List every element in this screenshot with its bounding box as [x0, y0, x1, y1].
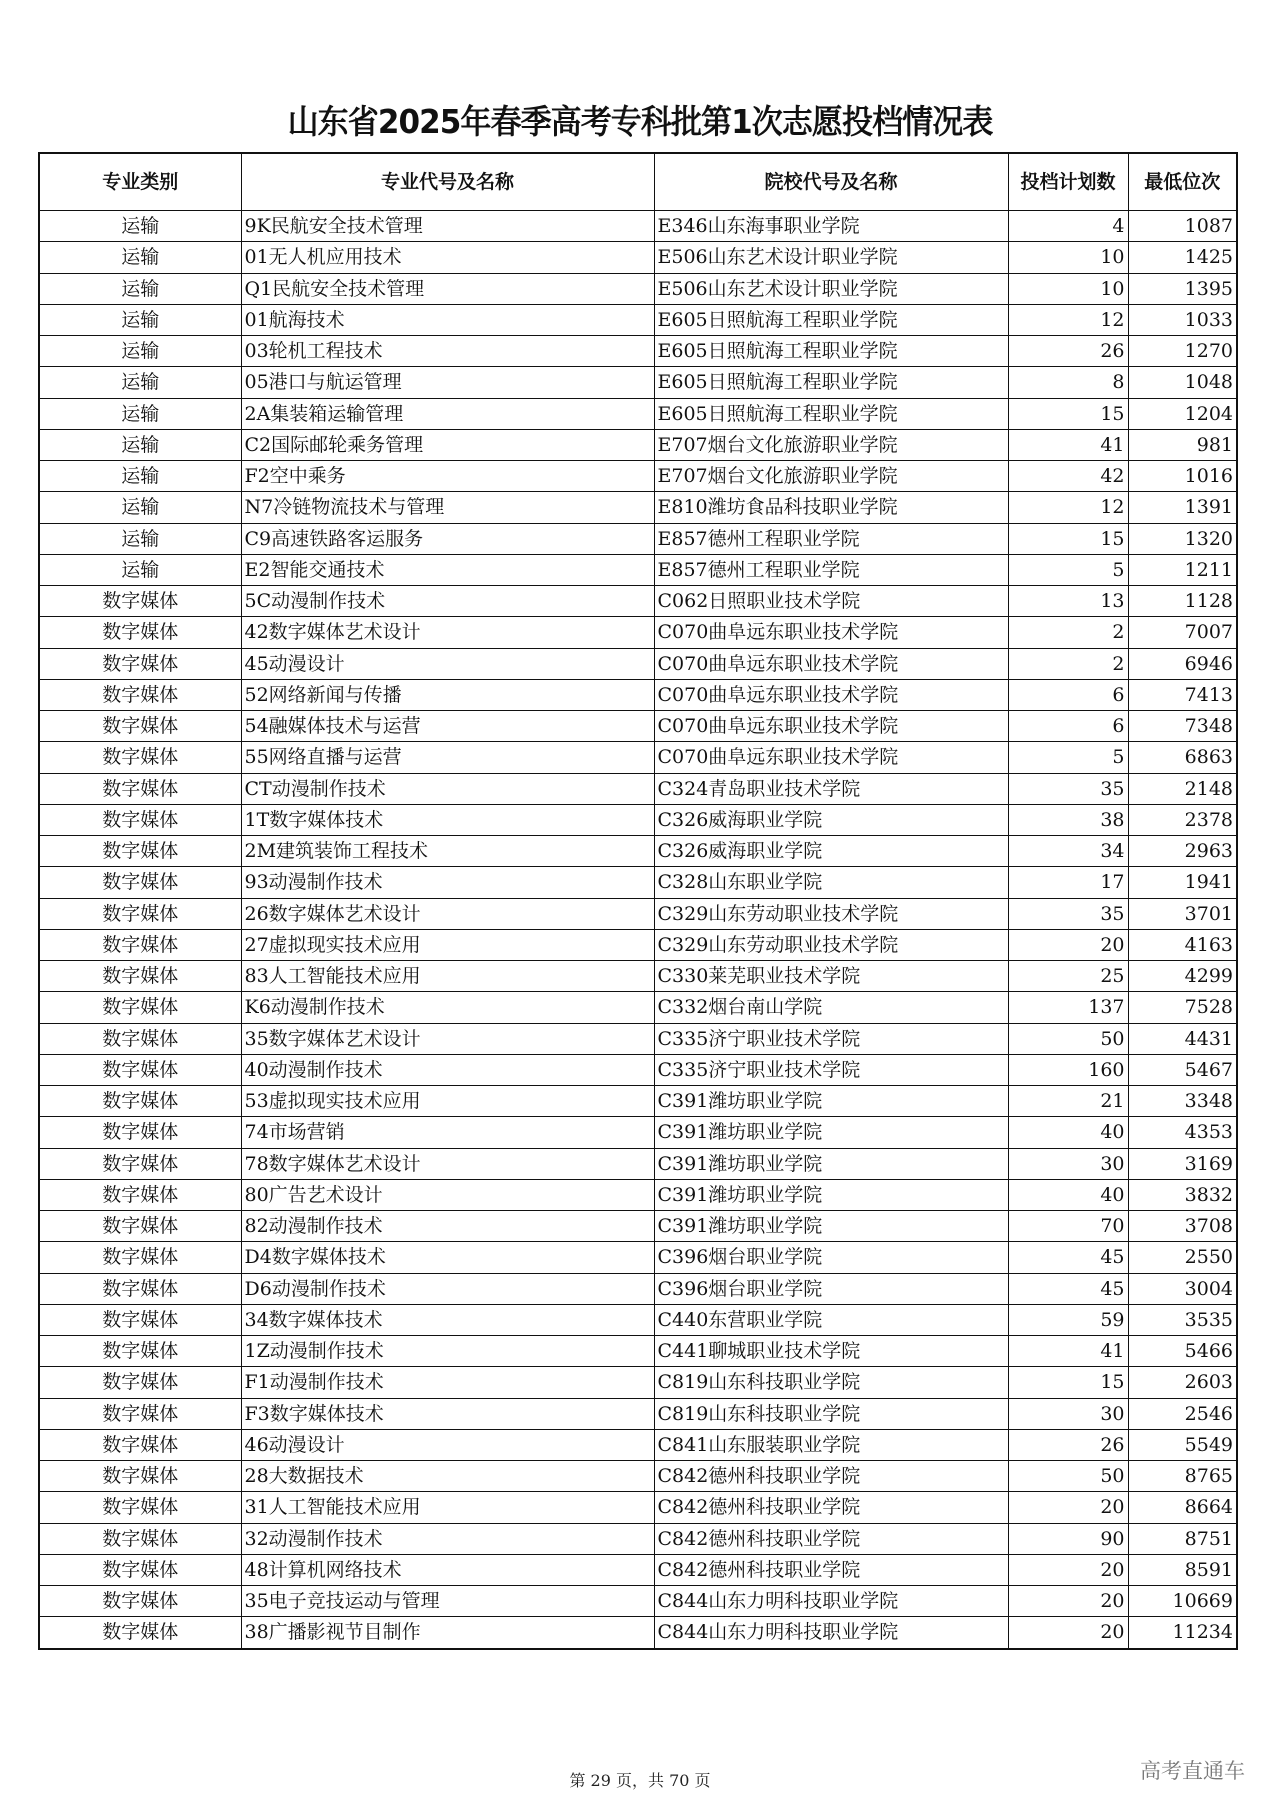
table-row: [39, 711, 1237, 742]
cell-major-category: 数字媒体: [39, 929, 241, 960]
cell-plan-count: 15: [1008, 398, 1128, 429]
cell-major-code-name: D6动漫制作技术: [241, 1273, 654, 1304]
cell-major-code-name: 35电子竞技运动与管理: [241, 1586, 654, 1617]
header-row: [39, 153, 1237, 211]
table-row: [39, 1117, 1237, 1148]
cell-plan-count: 34: [1008, 836, 1128, 867]
cell-school-code-name: C070曲阜远东职业技术学院: [654, 648, 1008, 679]
cell-major-code-name: 2M建筑装饰工程技术: [241, 836, 654, 867]
cell-major-category: 数字媒体: [39, 1117, 241, 1148]
table-row: [39, 1273, 1237, 1304]
cell-school-code-name: C070曲阜远东职业技术学院: [654, 742, 1008, 773]
table-row: [39, 242, 1237, 273]
cell-major-code-name: 27虚拟现实技术应用: [241, 929, 654, 960]
header-school-code-name: 院校代号及名称: [654, 153, 1008, 211]
cell-plan-count: 20: [1008, 1617, 1128, 1649]
cell-major-category: 运输: [39, 336, 241, 367]
table-row: [39, 1429, 1237, 1460]
cell-school-code-name: C844山东力明科技职业学院: [654, 1586, 1008, 1617]
cell-major-category: 运输: [39, 367, 241, 398]
table-row: [39, 992, 1237, 1023]
cell-major-category: 数字媒体: [39, 804, 241, 835]
cell-plan-count: 90: [1008, 1523, 1128, 1554]
cell-lowest-rank: 1391: [1128, 492, 1237, 523]
cell-major-category: 数字媒体: [39, 1523, 241, 1554]
cell-plan-count: 30: [1008, 1398, 1128, 1429]
table-row: [39, 929, 1237, 960]
cell-school-code-name: C391潍坊职业学院: [654, 1211, 1008, 1242]
table-row: [39, 1367, 1237, 1398]
table-row: [39, 523, 1237, 554]
cell-plan-count: 40: [1008, 1117, 1128, 1148]
cell-plan-count: 70: [1008, 1211, 1128, 1242]
table-body: [39, 211, 1237, 1649]
table-row: [39, 1617, 1237, 1649]
cell-lowest-rank: 7007: [1128, 617, 1237, 648]
cell-plan-count: 2: [1008, 617, 1128, 648]
cell-lowest-rank: 1016: [1128, 461, 1237, 492]
cell-major-code-name: 9K民航安全技术管理: [241, 211, 654, 242]
cell-plan-count: 45: [1008, 1273, 1128, 1304]
cell-school-code-name: E605日照航海工程职业学院: [654, 398, 1008, 429]
cell-major-code-name: D4数字媒体技术: [241, 1242, 654, 1273]
cell-lowest-rank: 1395: [1128, 273, 1237, 304]
cell-lowest-rank: 1048: [1128, 367, 1237, 398]
cell-major-code-name: 93动漫制作技术: [241, 867, 654, 898]
cell-school-code-name: C335济宁职业技术学院: [654, 1023, 1008, 1054]
page-number: 第 29 页，共 70 页: [569, 1771, 711, 1790]
cell-school-code-name: E506山东艺术设计职业学院: [654, 273, 1008, 304]
cell-major-code-name: 42数字媒体艺术设计: [241, 617, 654, 648]
cell-major-code-name: 1Z动漫制作技术: [241, 1336, 654, 1367]
cell-major-category: 数字媒体: [39, 1273, 241, 1304]
cell-lowest-rank: 3701: [1128, 898, 1237, 929]
cell-major-category: 数字媒体: [39, 1304, 241, 1335]
cell-lowest-rank: 1128: [1128, 586, 1237, 617]
table-row: [39, 742, 1237, 773]
cell-major-code-name: C9高速铁路客运服务: [241, 523, 654, 554]
cell-school-code-name: C441聊城职业技术学院: [654, 1336, 1008, 1367]
cell-school-code-name: E506山东艺术设计职业学院: [654, 242, 1008, 273]
cell-plan-count: 20: [1008, 929, 1128, 960]
cell-major-code-name: CT动漫制作技术: [241, 773, 654, 804]
table-row: [39, 648, 1237, 679]
cell-school-code-name: C070曲阜远东职业技术学院: [654, 679, 1008, 710]
cell-plan-count: 41: [1008, 429, 1128, 460]
cell-school-code-name: E346山东海事职业学院: [654, 211, 1008, 242]
cell-lowest-rank: 3535: [1128, 1304, 1237, 1335]
header-plan-count: 投档计划数: [1008, 153, 1128, 211]
table-row: [39, 554, 1237, 585]
cell-plan-count: 26: [1008, 336, 1128, 367]
cell-major-category: 运输: [39, 398, 241, 429]
cell-lowest-rank: 2550: [1128, 1242, 1237, 1273]
cell-school-code-name: C329山东劳动职业技术学院: [654, 929, 1008, 960]
cell-lowest-rank: 1320: [1128, 523, 1237, 554]
cell-major-code-name: 31人工智能技术应用: [241, 1492, 654, 1523]
table-row: [39, 836, 1237, 867]
table-row: [39, 1461, 1237, 1492]
cell-major-category: 数字媒体: [39, 867, 241, 898]
cell-plan-count: 21: [1008, 1086, 1128, 1117]
cell-lowest-rank: 11234: [1128, 1617, 1237, 1649]
cell-major-code-name: 26数字媒体艺术设计: [241, 898, 654, 929]
cell-lowest-rank: 981: [1128, 429, 1237, 460]
cell-school-code-name: C070曲阜远东职业技术学院: [654, 711, 1008, 742]
cell-major-category: 数字媒体: [39, 1023, 241, 1054]
cell-major-category: 运输: [39, 523, 241, 554]
cell-lowest-rank: 8591: [1128, 1554, 1237, 1585]
cell-major-category: 数字媒体: [39, 586, 241, 617]
cell-major-code-name: 40动漫制作技术: [241, 1054, 654, 1085]
cell-major-category: 运输: [39, 492, 241, 523]
cell-lowest-rank: 7348: [1128, 711, 1237, 742]
cell-school-code-name: E857德州工程职业学院: [654, 554, 1008, 585]
table-row: [39, 867, 1237, 898]
cell-major-code-name: 54融媒体技术与运营: [241, 711, 654, 742]
table-row: [39, 1242, 1237, 1273]
cell-major-code-name: C2国际邮轮乘务管理: [241, 429, 654, 460]
cell-school-code-name: C332烟台南山学院: [654, 992, 1008, 1023]
cell-school-code-name: E707烟台文化旅游职业学院: [654, 461, 1008, 492]
cell-lowest-rank: 2603: [1128, 1367, 1237, 1398]
cell-plan-count: 137: [1008, 992, 1128, 1023]
cell-lowest-rank: 5466: [1128, 1336, 1237, 1367]
cell-plan-count: 10: [1008, 273, 1128, 304]
cell-plan-count: 42: [1008, 461, 1128, 492]
cell-major-code-name: Q1民航安全技术管理: [241, 273, 654, 304]
cell-major-category: 运输: [39, 242, 241, 273]
cell-major-code-name: K6动漫制作技术: [241, 992, 654, 1023]
cell-major-category: 数字媒体: [39, 1242, 241, 1273]
cell-lowest-rank: 2963: [1128, 836, 1237, 867]
admission-table: [38, 152, 1238, 1650]
cell-major-code-name: 48计算机网络技术: [241, 1554, 654, 1585]
cell-major-code-name: 45动漫设计: [241, 648, 654, 679]
cell-plan-count: 40: [1008, 1179, 1128, 1210]
table-row: [39, 304, 1237, 335]
cell-plan-count: 15: [1008, 523, 1128, 554]
table-row: [39, 461, 1237, 492]
cell-lowest-rank: 1941: [1128, 867, 1237, 898]
cell-school-code-name: E605日照航海工程职业学院: [654, 336, 1008, 367]
cell-lowest-rank: 7413: [1128, 679, 1237, 710]
cell-lowest-rank: 2148: [1128, 773, 1237, 804]
table-row: [39, 1523, 1237, 1554]
cell-plan-count: 50: [1008, 1461, 1128, 1492]
cell-major-code-name: 83人工智能技术应用: [241, 961, 654, 992]
cell-plan-count: 50: [1008, 1023, 1128, 1054]
cell-plan-count: 13: [1008, 586, 1128, 617]
cell-plan-count: 15: [1008, 1367, 1128, 1398]
cell-major-code-name: 01航海技术: [241, 304, 654, 335]
cell-lowest-rank: 4431: [1128, 1023, 1237, 1054]
table-row: [39, 1023, 1237, 1054]
cell-major-code-name: 78数字媒体艺术设计: [241, 1148, 654, 1179]
cell-major-category: 数字媒体: [39, 1211, 241, 1242]
cell-major-code-name: 32动漫制作技术: [241, 1523, 654, 1554]
cell-school-code-name: C391潍坊职业学院: [654, 1086, 1008, 1117]
table-row: [39, 586, 1237, 617]
cell-school-code-name: C070曲阜远东职业技术学院: [654, 617, 1008, 648]
cell-major-category: 数字媒体: [39, 1586, 241, 1617]
cell-major-category: 运输: [39, 429, 241, 460]
table-row: [39, 1054, 1237, 1085]
cell-major-code-name: F1动漫制作技术: [241, 1367, 654, 1398]
cell-major-category: 数字媒体: [39, 1367, 241, 1398]
cell-major-code-name: 05港口与航运管理: [241, 367, 654, 398]
cell-lowest-rank: 7528: [1128, 992, 1237, 1023]
table-row: [39, 398, 1237, 429]
cell-school-code-name: E605日照航海工程职业学院: [654, 304, 1008, 335]
table-row: [39, 1554, 1237, 1585]
cell-lowest-rank: 1087: [1128, 211, 1237, 242]
cell-major-category: 数字媒体: [39, 1148, 241, 1179]
cell-school-code-name: C391潍坊职业学院: [654, 1117, 1008, 1148]
cell-major-category: 数字媒体: [39, 1429, 241, 1460]
cell-major-category: 运输: [39, 304, 241, 335]
header-major-category: 专业类别: [39, 153, 241, 211]
cell-school-code-name: C841山东服装职业学院: [654, 1429, 1008, 1460]
cell-plan-count: 8: [1008, 367, 1128, 398]
cell-school-code-name: C440东营职业学院: [654, 1304, 1008, 1335]
cell-major-code-name: F3数字媒体技术: [241, 1398, 654, 1429]
watermark: 高考直通车: [1140, 1759, 1245, 1783]
cell-plan-count: 2: [1008, 648, 1128, 679]
cell-school-code-name: C330莱芜职业技术学院: [654, 961, 1008, 992]
cell-major-category: 数字媒体: [39, 898, 241, 929]
cell-school-code-name: C842德州科技职业学院: [654, 1492, 1008, 1523]
cell-plan-count: 4: [1008, 211, 1128, 242]
cell-school-code-name: C842德州科技职业学院: [654, 1554, 1008, 1585]
cell-major-category: 数字媒体: [39, 1398, 241, 1429]
cell-lowest-rank: 8751: [1128, 1523, 1237, 1554]
cell-school-code-name: C391潍坊职业学院: [654, 1148, 1008, 1179]
cell-plan-count: 6: [1008, 711, 1128, 742]
cell-school-code-name: E605日照航海工程职业学院: [654, 367, 1008, 398]
table-row: [39, 367, 1237, 398]
cell-major-category: 数字媒体: [39, 1179, 241, 1210]
cell-plan-count: 12: [1008, 304, 1128, 335]
cell-plan-count: 5: [1008, 742, 1128, 773]
cell-major-category: 运输: [39, 273, 241, 304]
table-row: [39, 1211, 1237, 1242]
cell-school-code-name: C326威海职业学院: [654, 836, 1008, 867]
cell-lowest-rank: 2378: [1128, 804, 1237, 835]
cell-major-category: 数字媒体: [39, 711, 241, 742]
table-row: [39, 492, 1237, 523]
header-major-code-name: 专业代号及名称: [241, 153, 654, 211]
cell-lowest-rank: 8664: [1128, 1492, 1237, 1523]
cell-school-code-name: E857德州工程职业学院: [654, 523, 1008, 554]
cell-major-category: 数字媒体: [39, 648, 241, 679]
cell-lowest-rank: 4353: [1128, 1117, 1237, 1148]
cell-lowest-rank: 3348: [1128, 1086, 1237, 1117]
cell-lowest-rank: 3832: [1128, 1179, 1237, 1210]
cell-major-code-name: 80广告艺术设计: [241, 1179, 654, 1210]
cell-major-category: 数字媒体: [39, 773, 241, 804]
cell-plan-count: 35: [1008, 898, 1128, 929]
cell-school-code-name: C326威海职业学院: [654, 804, 1008, 835]
cell-lowest-rank: 3708: [1128, 1211, 1237, 1242]
cell-lowest-rank: 1425: [1128, 242, 1237, 273]
cell-lowest-rank: 3004: [1128, 1273, 1237, 1304]
cell-major-code-name: 35数字媒体艺术设计: [241, 1023, 654, 1054]
cell-lowest-rank: 4163: [1128, 929, 1237, 960]
cell-major-category: 数字媒体: [39, 836, 241, 867]
cell-major-category: 数字媒体: [39, 742, 241, 773]
cell-lowest-rank: 6946: [1128, 648, 1237, 679]
cell-plan-count: 17: [1008, 867, 1128, 898]
table-row: [39, 617, 1237, 648]
cell-plan-count: 45: [1008, 1242, 1128, 1273]
cell-lowest-rank: 10669: [1128, 1586, 1237, 1617]
cell-major-code-name: 28大数据技术: [241, 1461, 654, 1492]
cell-school-code-name: C842德州科技职业学院: [654, 1523, 1008, 1554]
cell-major-code-name: 46动漫设计: [241, 1429, 654, 1460]
cell-major-category: 数字媒体: [39, 1492, 241, 1523]
cell-major-code-name: 2A集装箱运输管理: [241, 398, 654, 429]
cell-plan-count: 6: [1008, 679, 1128, 710]
cell-school-code-name: E707烟台文化旅游职业学院: [654, 429, 1008, 460]
cell-plan-count: 20: [1008, 1554, 1128, 1585]
cell-lowest-rank: 8765: [1128, 1461, 1237, 1492]
cell-major-code-name: 53虚拟现实技术应用: [241, 1086, 654, 1117]
cell-plan-count: 41: [1008, 1336, 1128, 1367]
cell-major-code-name: 52网络新闻与传播: [241, 679, 654, 710]
table-row: [39, 1336, 1237, 1367]
table-row: [39, 336, 1237, 367]
cell-major-category: 数字媒体: [39, 992, 241, 1023]
table-row: [39, 1179, 1237, 1210]
cell-major-category: 数字媒体: [39, 961, 241, 992]
table-row: [39, 804, 1237, 835]
cell-plan-count: 26: [1008, 1429, 1128, 1460]
cell-school-code-name: C844山东力明科技职业学院: [654, 1617, 1008, 1649]
cell-major-category: 数字媒体: [39, 1336, 241, 1367]
cell-lowest-rank: 5467: [1128, 1054, 1237, 1085]
cell-plan-count: 10: [1008, 242, 1128, 273]
cell-major-code-name: 03轮机工程技术: [241, 336, 654, 367]
cell-school-code-name: C819山东科技职业学院: [654, 1398, 1008, 1429]
cell-school-code-name: C328山东职业学院: [654, 867, 1008, 898]
table-row: [39, 1148, 1237, 1179]
document-title: 山东省2025年春季高考专科批第1次志愿投档情况表: [287, 102, 993, 141]
cell-plan-count: 20: [1008, 1492, 1128, 1523]
table-row: [39, 898, 1237, 929]
cell-lowest-rank: 4299: [1128, 961, 1237, 992]
cell-lowest-rank: 1211: [1128, 554, 1237, 585]
cell-lowest-rank: 1270: [1128, 336, 1237, 367]
cell-major-category: 运输: [39, 554, 241, 585]
cell-school-code-name: E810潍坊食品科技职业学院: [654, 492, 1008, 523]
cell-school-code-name: C324青岛职业技术学院: [654, 773, 1008, 804]
cell-major-category: 数字媒体: [39, 1554, 241, 1585]
cell-major-category: 数字媒体: [39, 679, 241, 710]
cell-major-code-name: 55网络直播与运营: [241, 742, 654, 773]
cell-major-category: 数字媒体: [39, 1461, 241, 1492]
cell-school-code-name: C391潍坊职业学院: [654, 1179, 1008, 1210]
cell-plan-count: 5: [1008, 554, 1128, 585]
cell-major-category: 数字媒体: [39, 617, 241, 648]
cell-plan-count: 12: [1008, 492, 1128, 523]
cell-major-category: 运输: [39, 461, 241, 492]
table-row: [39, 1086, 1237, 1117]
header-lowest-rank: 最低位次: [1128, 153, 1237, 211]
cell-school-code-name: C062日照职业技术学院: [654, 586, 1008, 617]
cell-school-code-name: C819山东科技职业学院: [654, 1367, 1008, 1398]
cell-major-category: 数字媒体: [39, 1617, 241, 1649]
cell-major-code-name: E2智能交通技术: [241, 554, 654, 585]
cell-major-code-name: 5C动漫制作技术: [241, 586, 654, 617]
cell-school-code-name: C842德州科技职业学院: [654, 1461, 1008, 1492]
cell-plan-count: 20: [1008, 1586, 1128, 1617]
cell-major-code-name: 34数字媒体技术: [241, 1304, 654, 1335]
cell-major-code-name: 38广播影视节目制作: [241, 1617, 654, 1649]
cell-major-code-name: 1T数字媒体技术: [241, 804, 654, 835]
cell-plan-count: 160: [1008, 1054, 1128, 1085]
table-row: [39, 1586, 1237, 1617]
table-row: [39, 1398, 1237, 1429]
cell-school-code-name: C396烟台职业学院: [654, 1242, 1008, 1273]
cell-plan-count: 25: [1008, 961, 1128, 992]
cell-major-code-name: F2空中乘务: [241, 461, 654, 492]
table-row: [39, 679, 1237, 710]
cell-school-code-name: C396烟台职业学院: [654, 1273, 1008, 1304]
cell-lowest-rank: 1204: [1128, 398, 1237, 429]
cell-major-category: 数字媒体: [39, 1054, 241, 1085]
cell-lowest-rank: 3169: [1128, 1148, 1237, 1179]
cell-lowest-rank: 5549: [1128, 1429, 1237, 1460]
cell-major-code-name: 01无人机应用技术: [241, 242, 654, 273]
cell-plan-count: 59: [1008, 1304, 1128, 1335]
cell-plan-count: 30: [1008, 1148, 1128, 1179]
cell-lowest-rank: 6863: [1128, 742, 1237, 773]
table-row: [39, 211, 1237, 242]
cell-lowest-rank: 2546: [1128, 1398, 1237, 1429]
table-row: [39, 1492, 1237, 1523]
cell-major-code-name: 82动漫制作技术: [241, 1211, 654, 1242]
table-row: [39, 961, 1237, 992]
cell-plan-count: 35: [1008, 773, 1128, 804]
table-header: [39, 153, 1237, 211]
cell-school-code-name: C335济宁职业技术学院: [654, 1054, 1008, 1085]
table-row: [39, 773, 1237, 804]
table-row: [39, 273, 1237, 304]
cell-major-category: 数字媒体: [39, 1086, 241, 1117]
cell-lowest-rank: 1033: [1128, 304, 1237, 335]
table-row: [39, 1304, 1237, 1335]
cell-plan-count: 38: [1008, 804, 1128, 835]
table-row: [39, 429, 1237, 460]
cell-major-code-name: 74市场营销: [241, 1117, 654, 1148]
cell-major-category: 运输: [39, 211, 241, 242]
cell-school-code-name: C329山东劳动职业技术学院: [654, 898, 1008, 929]
cell-major-code-name: N7冷链物流技术与管理: [241, 492, 654, 523]
